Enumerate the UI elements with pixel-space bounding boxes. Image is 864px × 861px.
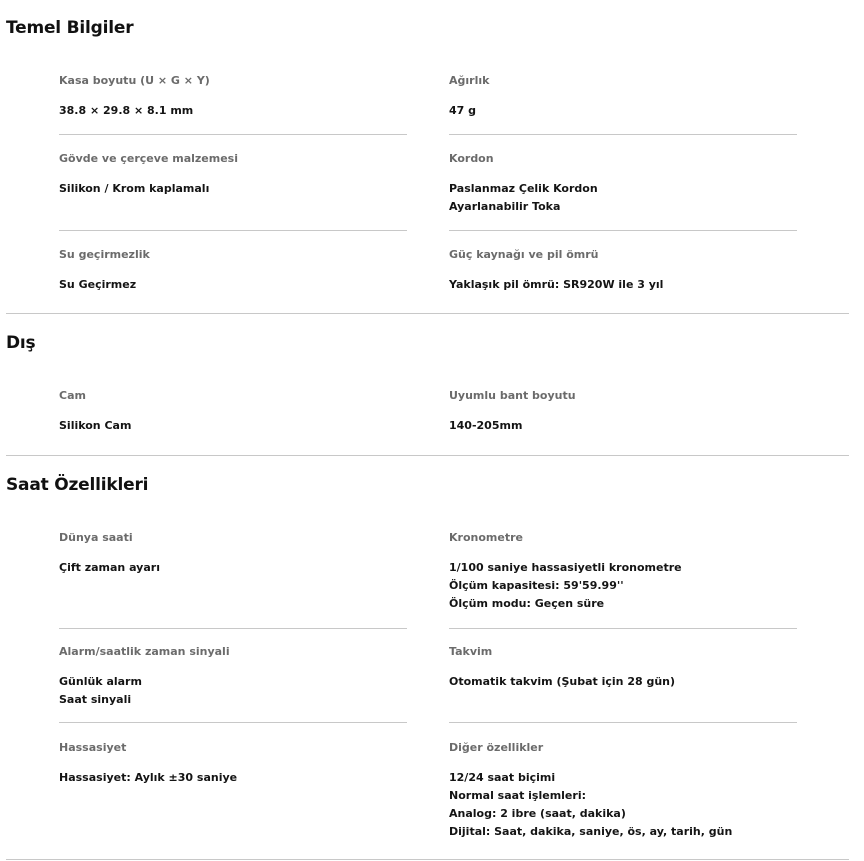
spec-other-features (449, 741, 797, 841)
spec-accuracy (59, 741, 407, 787)
divider (449, 134, 797, 135)
spec-value (59, 102, 407, 120)
spec-value-line: Analog: 2 ibre (saat, dakika) (449, 807, 626, 820)
spec-glass (59, 389, 407, 435)
divider (59, 722, 407, 723)
spec-case-size (59, 74, 407, 120)
spec-label: Dünya saati (59, 531, 133, 544)
spec-value-line: 47 g (449, 104, 477, 117)
spec-value (449, 559, 797, 613)
spec-value-line: Yaklaşık pil ömrü: SR920W ile 3 yıl (449, 278, 664, 291)
spec-value (59, 180, 407, 198)
spec-value (59, 673, 407, 709)
spec-value (449, 276, 797, 294)
divider (59, 230, 407, 231)
spec-label: Diğer özellikler (449, 741, 544, 754)
spec-value-line: Ayarlanabilir Toka (449, 200, 561, 213)
spec-value-line: Dijital: Saat, dakika, saniye, ös, ay, tarih, gün (449, 825, 733, 838)
spec-value-line: Silikon / Krom kaplamalı (59, 182, 210, 195)
section-divider (6, 455, 849, 456)
spec-world-time (59, 531, 407, 577)
spec-value (449, 102, 797, 120)
section-title-basic-info: Temel Bilgiler (6, 18, 134, 38)
section-divider (6, 313, 849, 314)
spec-value-line: 38.8 × 29.8 × 8.1 mm (59, 104, 194, 117)
divider (449, 230, 797, 231)
spec-value (59, 417, 407, 435)
section-divider (6, 859, 849, 860)
spec-stopwatch (449, 531, 797, 613)
spec-value-line: Normal saat işlemleri: (449, 789, 586, 802)
spec-label: Güç kaynağı ve pil ömrü (449, 248, 599, 261)
spec-band-size (449, 389, 797, 435)
spec-value-line: Paslanmaz Çelik Kordon (449, 182, 598, 195)
spec-value-line: Ölçüm modu: Geçen süre (449, 597, 605, 610)
spec-label: Uyumlu bant boyutu (449, 389, 576, 402)
spec-value (449, 769, 797, 841)
spec-value-line: Silikon Cam (59, 419, 132, 432)
spec-label: Ağırlık (449, 74, 490, 87)
spec-water-resistance (59, 248, 407, 294)
spec-value (449, 673, 797, 691)
spec-label: Takvim (449, 645, 493, 658)
spec-weight (449, 74, 797, 120)
spec-value-line: Saat sinyali (59, 693, 132, 706)
spec-value-line: Su Geçirmez (59, 278, 137, 291)
spec-value-line: Ölçüm kapasitesi: 59'59.99'' (449, 579, 624, 592)
spec-label: Kasa boyutu (U × G × Y) (59, 74, 210, 87)
section-title-exterior: Dış (6, 333, 36, 353)
spec-label: Gövde ve çerçeve malzemesi (59, 152, 238, 165)
spec-label: Su geçirmezlik (59, 248, 150, 261)
divider (59, 628, 407, 629)
spec-body-material (59, 152, 407, 198)
divider (449, 628, 797, 629)
spec-value (59, 559, 407, 577)
spec-label: Alarm/saatlik zaman sinyali (59, 645, 230, 658)
spec-value-line: 12/24 saat biçimi (449, 771, 556, 784)
section-title-watch-features: Saat Özellikleri (6, 475, 149, 495)
spec-label: Kordon (449, 152, 494, 165)
spec-value-line: 1/100 saniye hassasiyetli kronometre (449, 561, 682, 574)
spec-calendar (449, 645, 797, 691)
spec-power-supply (449, 248, 797, 294)
spec-value (449, 417, 797, 435)
spec-value-line: 140-205mm (449, 419, 523, 432)
spec-label: Cam (59, 389, 86, 402)
divider (59, 134, 407, 135)
spec-value-line: Otomatik takvim (Şubat için 28 gün) (449, 675, 676, 688)
spec-value-line: Hassasiyet: Aylık ±30 saniye (59, 771, 238, 784)
spec-value-line: Günlük alarm (59, 675, 142, 688)
spec-value (59, 769, 407, 787)
spec-label: Kronometre (449, 531, 523, 544)
spec-value (59, 276, 407, 294)
spec-value-line: Çift zaman ayarı (59, 561, 160, 574)
spec-alarm (59, 645, 407, 709)
spec-band (449, 152, 797, 216)
spec-value (449, 180, 797, 216)
divider (449, 722, 797, 723)
spec-label: Hassasiyet (59, 741, 127, 754)
